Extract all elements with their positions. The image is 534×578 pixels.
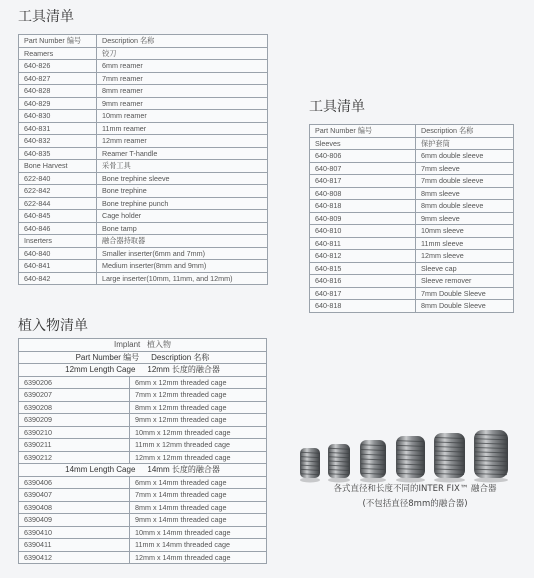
part-number-cell: 640-826 <box>19 60 97 73</box>
section-12mm-row <box>19 364 267 377</box>
description-cell: 8mm reamer <box>97 85 268 98</box>
threaded-cage <box>300 448 320 483</box>
table-row <box>19 60 268 73</box>
section-12mm-row-text: 12mm 长度的融合器 <box>147 365 220 374</box>
table-row <box>19 222 268 235</box>
description-cell: Cage holder <box>97 210 268 223</box>
threaded-cage <box>328 444 350 483</box>
part-number-cell: 6390208 <box>19 401 130 414</box>
part-number-cell: Sleeves <box>310 137 416 150</box>
table-row <box>19 426 267 439</box>
table-row <box>19 97 268 110</box>
description-cell: 10mm reamer <box>97 110 268 123</box>
part-number-cell: 622-842 <box>19 185 97 198</box>
description-cell: 7mm x 12mm threaded cage <box>130 389 267 402</box>
implant-caption: Implant 植入物 <box>19 339 267 352</box>
part-number-cell: 640-828 <box>19 85 97 98</box>
table-row <box>19 539 267 552</box>
table-row <box>19 260 268 273</box>
tools-heading-1: 工具清单 <box>18 9 74 25</box>
part-number-cell: 6390412 <box>19 551 130 564</box>
threaded-cage <box>434 433 465 483</box>
table-row <box>19 272 268 285</box>
part-number-cell: 640-846 <box>19 222 97 235</box>
cage-implants-photo <box>298 418 530 490</box>
implants-table <box>18 338 267 564</box>
table-row <box>19 247 268 260</box>
description-cell: 8mm x 12mm threaded cage <box>130 401 267 414</box>
table-row <box>19 135 268 148</box>
table-header-row <box>19 35 268 48</box>
part-number-cell: 640-818 <box>310 200 416 213</box>
table-header-row <box>310 125 514 138</box>
description-cell: 7mm double sleeve <box>416 175 514 188</box>
table-row <box>310 212 514 225</box>
part-number-cell: 640-832 <box>19 135 97 148</box>
table-row <box>19 85 268 98</box>
part-number-cell: 640-808 <box>310 187 416 200</box>
description-cell: 铰刀 <box>97 47 268 60</box>
part-number-cell: 6390406 <box>19 476 130 489</box>
part-number-cell: 640-811 <box>310 237 416 250</box>
part-number-cell: 640-817 <box>310 287 416 300</box>
table-row <box>19 439 267 452</box>
description-cell: 12mm x 12mm threaded cage <box>130 451 267 464</box>
table-row <box>19 514 267 527</box>
description-cell: Bone trephine sleeve <box>97 172 268 185</box>
part-number-cell: 640-818 <box>310 300 416 313</box>
description-cell: 8mm x 14mm threaded cage <box>130 501 267 514</box>
part-number-cell: 6390407 <box>19 489 130 502</box>
description-cell: 7mm sleeve <box>416 162 514 175</box>
table-row <box>310 287 514 300</box>
part-number-cell: 640-827 <box>19 72 97 85</box>
description-cell: 保护套筒 <box>416 137 514 150</box>
description-cell: 8mm Double Sleeve <box>416 300 514 313</box>
table-row <box>19 110 268 123</box>
table-row <box>19 47 268 60</box>
table-row <box>310 187 514 200</box>
part-number-cell: 640-845 <box>19 210 97 223</box>
description-cell: Large inserter(10mm, 11mm, and 12mm) <box>97 272 268 285</box>
description-cell: 9mm reamer <box>97 97 268 110</box>
description-cell: 7mm x 14mm threaded cage <box>130 489 267 502</box>
description-cell: 10mm x 14mm threaded cage <box>130 526 267 539</box>
cages-caption-line-2: (不包括直径8mm的融合器) <box>362 499 468 509</box>
table-row <box>19 197 268 210</box>
threaded-cage <box>360 440 386 483</box>
part-number-cell: 640-840 <box>19 247 97 260</box>
description-cell: 9mm x 12mm threaded cage <box>130 414 267 427</box>
part-number-cell: Part Number 编号 <box>310 125 416 138</box>
section-14mm-row-cell <box>19 464 267 477</box>
table-row <box>19 451 267 464</box>
part-number-cell: 640-835 <box>19 147 97 160</box>
implant-header-row-text: Part Number 编号 <box>75 352 140 362</box>
implant-header-row <box>19 351 267 364</box>
table-row <box>310 300 514 313</box>
part-number-cell: 640-816 <box>310 275 416 288</box>
part-number-cell: 6390409 <box>19 514 130 527</box>
description-cell: Description 名称 <box>97 35 268 48</box>
part-number-cell: 640-830 <box>19 110 97 123</box>
part-number-cell: 6390206 <box>19 376 130 389</box>
description-cell: 11mm sleeve <box>416 237 514 250</box>
description-cell: Reamer T-handle <box>97 147 268 160</box>
description-cell: 11mm x 14mm threaded cage <box>130 539 267 552</box>
implant-header-row-cell <box>19 351 267 364</box>
description-cell: Medium inserter(8mm and 9mm) <box>97 260 268 273</box>
table-row <box>310 175 514 188</box>
part-number-cell: 640-842 <box>19 272 97 285</box>
table-row <box>310 137 514 150</box>
part-number-cell: 6390212 <box>19 451 130 464</box>
description-cell: 7mm reamer <box>97 72 268 85</box>
table-row <box>310 275 514 288</box>
description-cell: Sleeve remover <box>416 275 514 288</box>
description-cell: 6mm reamer <box>97 60 268 73</box>
section-14mm-row-text: 14mm Length Cage <box>65 465 136 474</box>
part-number-cell: 640-806 <box>310 150 416 163</box>
part-number-cell: 640-809 <box>310 212 416 225</box>
table-row <box>19 72 268 85</box>
section-12mm-row-cell <box>19 364 267 377</box>
part-number-cell: 6390410 <box>19 526 130 539</box>
section-14mm-row <box>19 464 267 477</box>
part-number-cell: Bone Harvest <box>19 160 97 173</box>
part-number-cell: 640-812 <box>310 250 416 263</box>
description-cell: 6mm x 14mm threaded cage <box>130 476 267 489</box>
description-cell: 6mm double sleeve <box>416 150 514 163</box>
part-number-cell: 622-844 <box>19 197 97 210</box>
description-cell: 采骨工具 <box>97 160 268 173</box>
description-cell: 融合器持取器 <box>97 235 268 248</box>
part-number-cell: 622-840 <box>19 172 97 185</box>
description-cell: Bone tamp <box>97 222 268 235</box>
section-14mm-row-text: 14mm 长度的融合器 <box>147 465 220 474</box>
part-number-cell: 6390408 <box>19 501 130 514</box>
part-number-cell: 640-817 <box>310 175 416 188</box>
description-cell: Sleeve cap <box>416 262 514 275</box>
description-cell: 12mm x 14mm threaded cage <box>130 551 267 564</box>
table-row <box>19 122 268 135</box>
description-cell: 11mm reamer <box>97 122 268 135</box>
threaded-cage <box>474 430 508 483</box>
table-row <box>19 376 267 389</box>
tools-table-2 <box>309 124 514 313</box>
part-number-cell: Reamers <box>19 47 97 60</box>
table-row <box>19 160 268 173</box>
description-cell: 6mm x 12mm threaded cage <box>130 376 267 389</box>
table-row <box>310 250 514 263</box>
table-row <box>19 414 267 427</box>
part-number-cell: 640-810 <box>310 225 416 238</box>
part-number-cell: 6390211 <box>19 439 130 452</box>
table-row <box>19 489 267 502</box>
table-row <box>19 147 268 160</box>
implant-header-row-text: Description 名称 <box>151 352 210 362</box>
part-number-cell: 6390209 <box>19 414 130 427</box>
description-cell: Bone trephine punch <box>97 197 268 210</box>
description-cell: Description 名称 <box>416 125 514 138</box>
table-row <box>19 401 267 414</box>
table-row <box>310 262 514 275</box>
table-row <box>19 501 267 514</box>
table-row <box>19 235 268 248</box>
part-number-cell: Part Number 编号 <box>19 35 97 48</box>
table-row <box>19 185 268 198</box>
part-number-cell: Inserters <box>19 235 97 248</box>
implant-caption-row <box>19 339 267 352</box>
part-number-cell: 6390411 <box>19 539 130 552</box>
description-cell: Bone trephine <box>97 185 268 198</box>
table-row <box>19 476 267 489</box>
table-row <box>19 389 267 402</box>
table-row <box>310 237 514 250</box>
cages-caption-line-1: 各式直径和长度不同的INTER FIX™ 融合器 <box>333 484 497 494</box>
description-cell: 7mm Double Sleeve <box>416 287 514 300</box>
section-12mm-row-text: 12mm Length Cage <box>65 365 136 374</box>
description-cell: 9mm x 14mm threaded cage <box>130 514 267 527</box>
table-row <box>19 526 267 539</box>
part-number-cell: 6390210 <box>19 426 130 439</box>
part-number-cell: 640-807 <box>310 162 416 175</box>
tools-heading-2: 工具清单 <box>309 99 365 115</box>
table-row <box>19 551 267 564</box>
part-number-cell: 640-829 <box>19 97 97 110</box>
description-cell: 12mm sleeve <box>416 250 514 263</box>
table-row <box>19 210 268 223</box>
table-row <box>310 200 514 213</box>
tools-table-1 <box>18 34 268 285</box>
part-number-cell: 640-831 <box>19 122 97 135</box>
description-cell: 10mm x 12mm threaded cage <box>130 426 267 439</box>
part-number-cell: 640-841 <box>19 260 97 273</box>
part-number-cell: 6390207 <box>19 389 130 402</box>
description-cell: 12mm reamer <box>97 135 268 148</box>
description-cell: 10mm sleeve <box>416 225 514 238</box>
implants-heading: 植入物清单 <box>18 318 88 334</box>
threaded-cage <box>396 436 425 483</box>
table-row <box>19 172 268 185</box>
description-cell: 8mm double sleeve <box>416 200 514 213</box>
part-number-cell: 640-815 <box>310 262 416 275</box>
table-row <box>310 162 514 175</box>
description-cell: 9mm sleeve <box>416 212 514 225</box>
description-cell: 8mm sleeve <box>416 187 514 200</box>
description-cell: 11mm x 12mm threaded cage <box>130 439 267 452</box>
table-row <box>310 150 514 163</box>
description-cell: Smaller inserter(6mm and 7mm) <box>97 247 268 260</box>
table-row <box>310 225 514 238</box>
